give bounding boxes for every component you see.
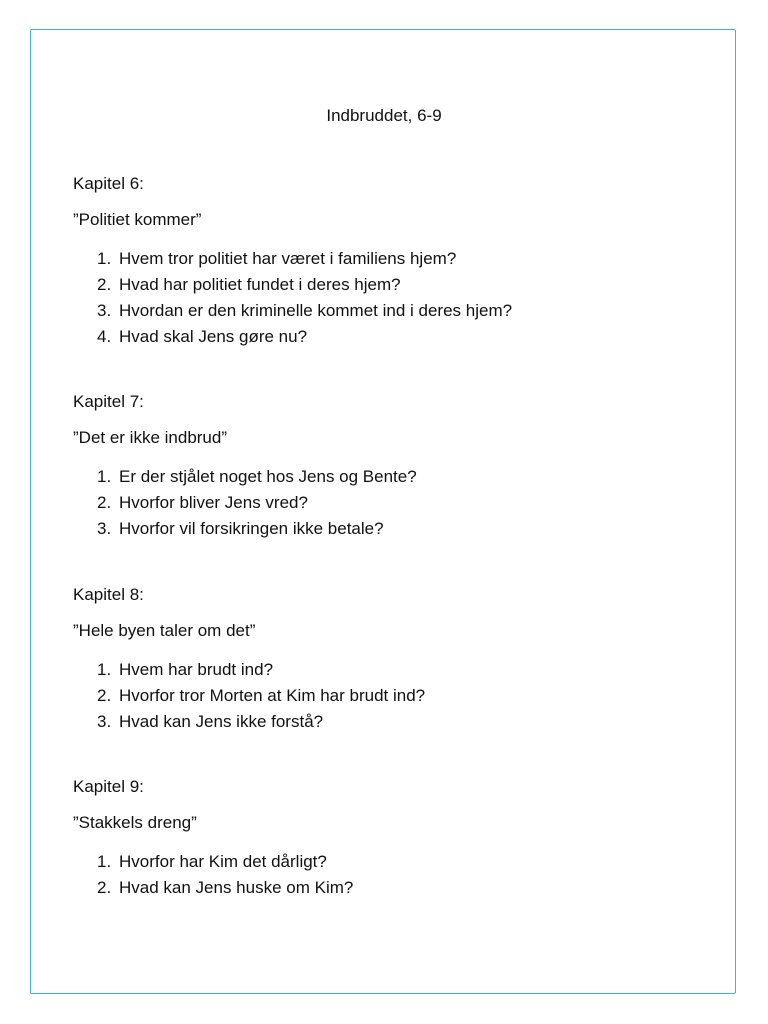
question-number: 2. — [97, 275, 112, 294]
chapter-heading: Kapitel 6: — [73, 174, 144, 193]
question-list — [73, 246, 713, 350]
chapter-6-section — [73, 174, 713, 350]
question-list — [73, 657, 713, 735]
question-number: 2. — [97, 878, 112, 897]
chapter-heading: Kapitel 9: — [73, 777, 144, 796]
chapter-8-section — [73, 585, 713, 735]
question-item — [73, 657, 713, 683]
chapter-subtitle: ”Hele byen taler om det” — [73, 621, 256, 640]
question-number: 1. — [97, 660, 112, 679]
chapter-subtitle: ”Politiet kommer” — [73, 210, 202, 229]
question-item — [73, 464, 713, 490]
question-list — [73, 849, 713, 901]
question-number: 3. — [97, 712, 112, 731]
question-number: 2. — [97, 686, 112, 705]
question-number: 3. — [97, 301, 112, 320]
document-title: Indbruddet, 6-9 — [326, 106, 442, 125]
question-number: 1. — [97, 467, 112, 486]
chapter-subtitle: ”Det er ikke indbrud” — [73, 428, 228, 447]
chapter-9-section — [73, 777, 713, 901]
chapter-7-section — [73, 392, 713, 542]
question-number: 2. — [97, 493, 112, 512]
question-text: Hvordan er den kriminelle kommet ind i deres hjem? — [119, 301, 513, 320]
question-number: 1. — [97, 249, 112, 268]
chapter-heading: Kapitel 8: — [73, 585, 144, 604]
question-text: Hvem tror politiet har været i familiens hjem? — [119, 249, 457, 268]
question-list — [73, 464, 713, 542]
question-item — [73, 849, 713, 875]
question-item — [73, 490, 713, 516]
chapter-heading: Kapitel 7: — [73, 392, 144, 411]
question-item — [73, 875, 713, 901]
question-text: Hvorfor tror Morten at Kim har brudt ind? — [119, 686, 426, 705]
question-text: Hvad kan Jens ikke forstå? — [119, 712, 324, 731]
question-item — [73, 272, 713, 298]
question-item — [73, 709, 713, 735]
question-item — [73, 324, 713, 350]
question-number: 3. — [97, 519, 112, 538]
question-text: Hvorfor vil forsikringen ikke betale? — [119, 519, 384, 538]
question-text: Hvorfor har Kim det dårligt? — [119, 852, 327, 871]
question-item — [73, 298, 713, 324]
question-text: Hvad har politiet fundet i deres hjem? — [119, 275, 401, 294]
question-text: Hvad skal Jens gøre nu? — [119, 327, 308, 346]
question-text: Hvem har brudt ind? — [119, 660, 274, 679]
question-text: Hvorfor bliver Jens vred? — [119, 493, 308, 512]
question-item — [73, 516, 713, 542]
question-item — [73, 683, 713, 709]
question-text: Er der stjålet noget hos Jens og Bente? — [119, 467, 417, 486]
question-number: 1. — [97, 852, 112, 871]
question-number: 4. — [97, 327, 112, 346]
chapter-subtitle: ”Stakkels dreng” — [73, 813, 197, 832]
question-text: Hvad kan Jens huske om Kim? — [119, 878, 354, 897]
question-item — [73, 246, 713, 272]
